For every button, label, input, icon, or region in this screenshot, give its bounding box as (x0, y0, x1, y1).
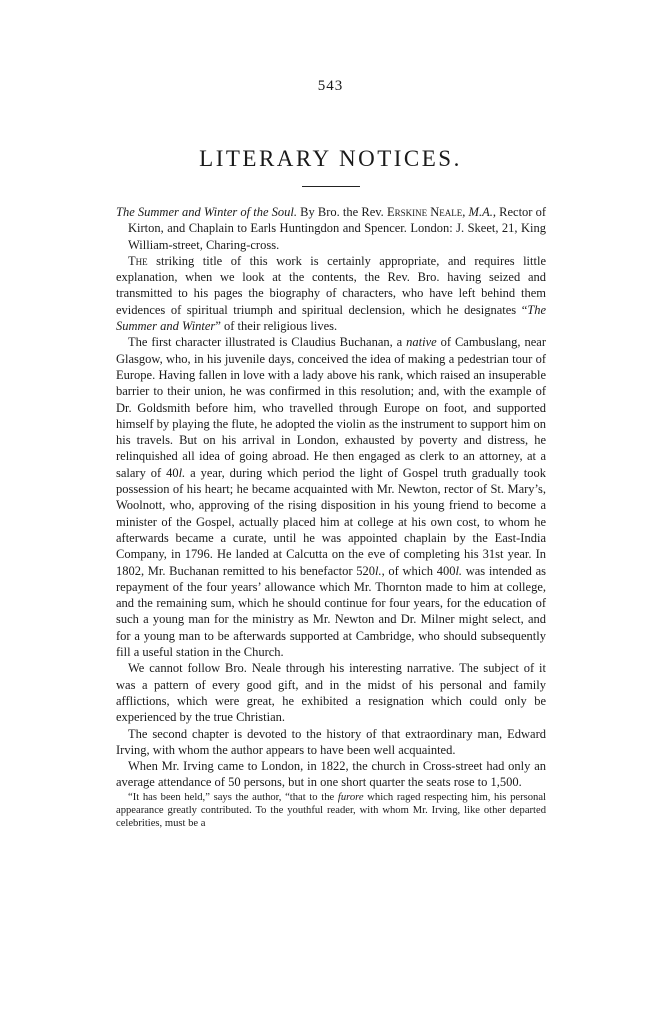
footnote-text: which raged respecting him, his personal appearance greatly contributed. To the youthful reader, with whom Mr. Irving, like other departed celebrities, must be a (116, 791, 546, 830)
author-credentials: M.A. (468, 205, 493, 219)
paragraph-text: The first character illustrated is Claudius Buchanan, a (128, 335, 407, 350)
paragraph-text: ” of their religious lives. (215, 319, 338, 334)
paragraph-text: , of which 400 (381, 563, 456, 578)
currency-unit: l. (455, 563, 463, 578)
italic-phrase: native (406, 335, 437, 350)
page-title: LITERARY NOTICES. (199, 146, 462, 171)
book-title: The Summer and Winter of the Soul. (116, 205, 298, 219)
currency-unit: l. (178, 465, 186, 480)
paragraph-text: striking title of this work is certainly appropriate, and requires little explanation, when we look at the contents, the Rev. Bro. having seized and transmitted to his pages the biography of characters, who have left behind them evidences of spiritual triumph and spiritual declension, which he designates “ (116, 253, 546, 317)
article-body (116, 204, 546, 830)
italic-phrase: furore (337, 791, 364, 803)
author-name: Erskine Neale (386, 205, 463, 219)
italic-phrase: The Summer and Winter (116, 302, 546, 334)
paragraph-3: We cannot follow Bro. Neale through his interesting narrative. The subject of it was a pattern of every good gift, and in the midst of his personal and family afflictions, which were great, he exhibited a resignation which could only be experienced by the true Christian. (116, 661, 546, 725)
paragraph-1 (116, 253, 546, 334)
currency-unit: l. (374, 563, 382, 578)
footnote-text: “It has been held,” says the author, “that to the (128, 791, 338, 803)
citation-rest: , Rector of Kirton, and Chaplain to Earls Huntingdon and Spencer. London: J. Skeet, 21, King William-street, Charing-cross. (128, 205, 547, 252)
book-citation (116, 204, 546, 253)
paragraph-4: The second chapter is devoted to the history of that extraordinary man, Edward Irving, with whom the author appears to have been well acquainted. (116, 726, 546, 757)
citation-comma: , (462, 205, 469, 219)
paragraph-2 (116, 334, 546, 660)
paragraph-text: of Cambuslang, near Glasgow, who, in his juvenile days, conceived the idea of making a pedestrian tour of Europe. Having fallen in love with a lady above his rank, which raised an insuperable barrier to their union, he was confirmed in this resolution; and, with the example of Dr. Goldsmith before him, who travelled through Europe on foot, and supported himself by playing the flute, he adopted the violin as the instrument to support him on his travels. But on his arrival in London, exhausted by poverty and distress, he relinquished all idea of going abroad. He then engaged as clerk to an attorney, at a salary of 40 (116, 335, 546, 480)
citation-by: By Bro. the Rev. (297, 205, 387, 219)
page-number: 543 (317, 78, 344, 94)
paragraph-5: When Mr. Irving came to London, in 1822, the church in Cross-street had only an average attendance of 50 persons, but in one short quarter the seats rose to 1,500. (116, 759, 546, 790)
paragraph-text: a year, during which period the light of Gospel truth gradually took possession of his heart; he became acquainted with Mr. Newton, rector of St. Mary’s, Woolnott, who, approving of the rising disposition in his young friend to become a minister of the Gospel, actually placed him at college at his own cost, to whom he afterwards became a curate, until he was appointed chaplain by the East-India Company, in 1796. He landed at Calcutta on the eve of completing his 31st year. In 1802, Mr. Buchanan remitted to his benefactor 520 (116, 465, 546, 578)
footnote (116, 791, 546, 831)
paragraph-text: was intended as repayment of the four years’ allowance which Mr. Thornton made to him at college, and the remaining sum, which he should continue for four years, for the education of such a young man for the ministry as Mr. Newton and Dr. Milner might select, and for a young man to be afterwards supported at Cambridge, who should subsequently fill a useful station in the Church. (116, 563, 546, 660)
title-rule (302, 186, 360, 187)
paragraph-lead: The (128, 253, 148, 268)
